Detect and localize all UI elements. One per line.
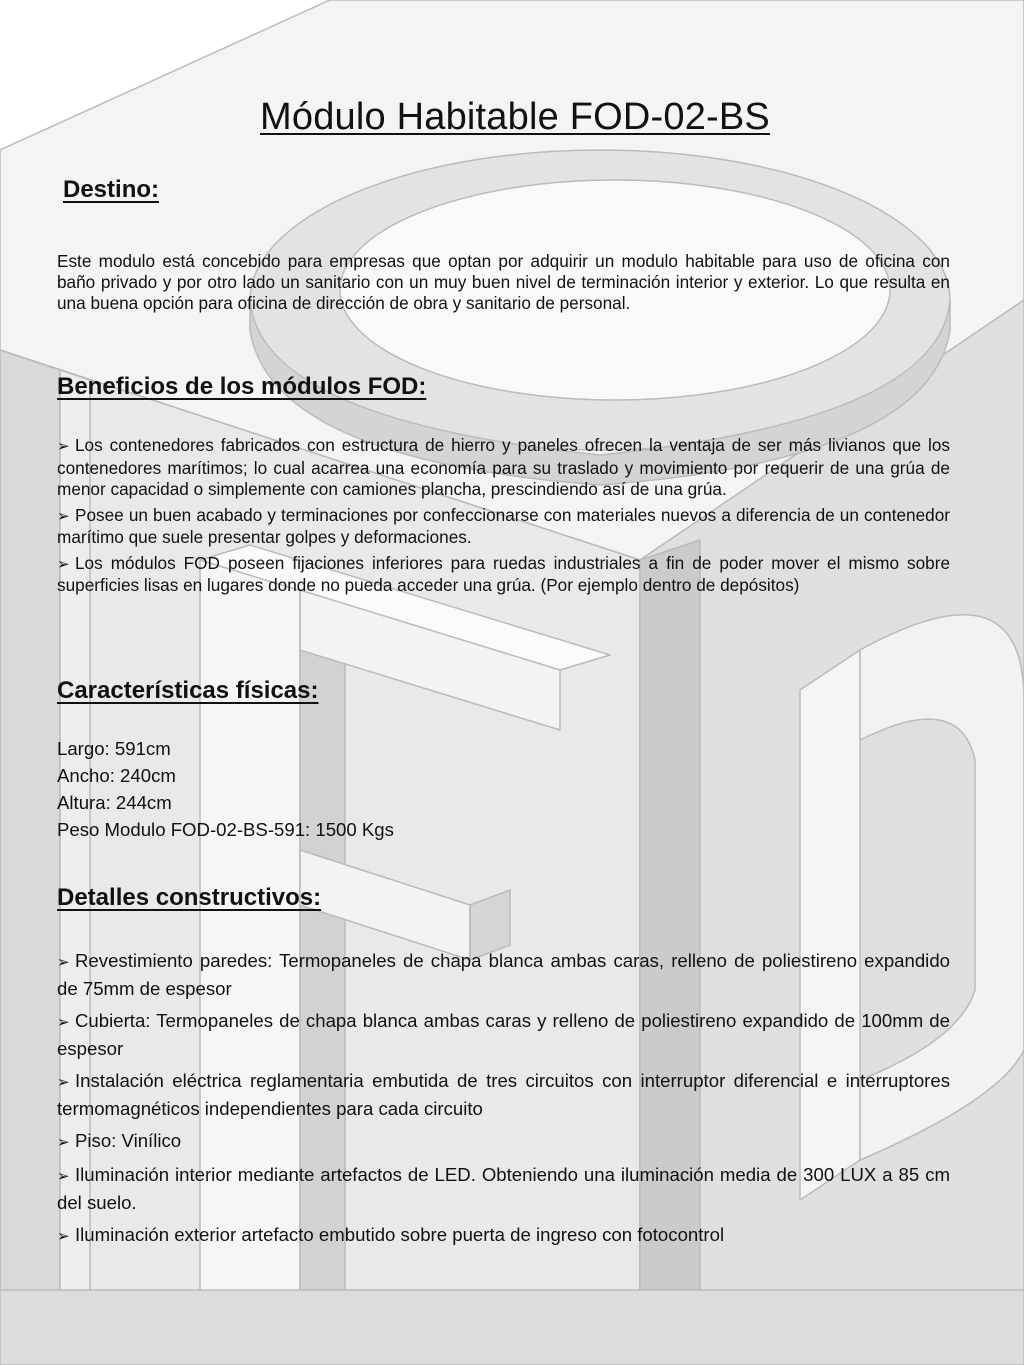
arrow-bullet-icon: ➢ xyxy=(57,1134,70,1151)
arrow-bullet-icon: ➢ xyxy=(57,507,70,525)
list-item: ➢ Iluminación interior mediante artefactos de LED. Obteniendo una iluminación media de 300 LUX a 85 cm del suelo. xyxy=(57,1164,950,1213)
beneficios-heading: Beneficios de los módulos FOD: xyxy=(57,373,427,400)
spec-ancho: Ancho: 240cm xyxy=(57,765,176,786)
detalles-list xyxy=(57,948,950,1256)
destino-paragraph: Este modulo está concebido para empresas que optan por adquirir un modulo habitable para uso de oficina con baño privado y por otro lado un sanitario con un muy buen nivel de terminación interior y exterior. Lo que resulta en una buena opción para oficina de dirección de obra y sanitario de personal. xyxy=(57,251,950,313)
document-title: Módulo Habitable FOD-02-BS xyxy=(260,96,770,138)
destino-heading: Destino: xyxy=(63,176,159,203)
caracteristicas-heading: Características físicas: xyxy=(57,677,319,704)
list-item: ➢ Instalación eléctrica reglamentaria embutida de tres circuitos con interruptor diferencial e interruptores termomagnéticos independientes para cada circuito xyxy=(57,1070,950,1119)
arrow-bullet-icon: ➢ xyxy=(57,1228,70,1245)
spec-altura: Altura: 244cm xyxy=(57,792,172,813)
arrow-bullet-icon: ➢ xyxy=(57,438,70,455)
arrow-bullet-icon: ➢ xyxy=(57,555,70,573)
list-item: ➢ Piso: Vinílico xyxy=(57,1128,950,1156)
arrow-bullet-icon: ➢ xyxy=(57,1014,70,1031)
detalles-heading: Detalles constructivos: xyxy=(57,884,322,911)
list-item: ➢ Posee un buen acabado y terminaciones por confeccionarse con materiales nuevos a diferencia de un contenedor marítimo que suele presentar golpes y deformaciones. xyxy=(57,504,950,547)
list-item: ➢ Los contenedores fabricados con estructura de hierro y paneles ofrecen la ventaja de ser más livianos que los contenedores marítimos; lo cual acarrea una economía para su traslado y movimiento por requerir de una grúa de menor capacidad o simplemente con camiones plancha, prescindiendo así de una grúa. xyxy=(57,435,950,499)
beneficios-list xyxy=(57,435,950,601)
spec-peso: Peso Modulo FOD-02-BS-591: 1500 Kgs xyxy=(57,819,394,840)
arrow-bullet-icon: ➢ xyxy=(57,1168,70,1185)
arrow-bullet-icon: ➢ xyxy=(57,954,70,971)
list-item: ➢ Cubierta: Termopaneles de chapa blanca ambas caras y relleno de poliestireno expandido de 100mm de espesor xyxy=(57,1010,950,1059)
list-item: ➢ Los módulos FOD poseen fijaciones inferiores para ruedas industriales a fin de poder mover el mismo sobre superficies lisas en lugares donde no pueda acceder una grúa. (Por ejemplo dentro de depósitos) xyxy=(57,552,950,595)
list-item: ➢ Iluminación exterior artefacto embutido sobre puerta de ingreso con fotocontrol xyxy=(57,1222,950,1250)
spec-largo: Largo: 591cm xyxy=(57,738,171,759)
list-item: ➢ Revestimiento paredes: Termopaneles de chapa blanca ambas caras, relleno de poliestireno expandido de 75mm de espesor xyxy=(57,950,950,999)
caracteristicas-list xyxy=(57,735,394,843)
arrow-bullet-icon: ➢ xyxy=(57,1074,70,1091)
